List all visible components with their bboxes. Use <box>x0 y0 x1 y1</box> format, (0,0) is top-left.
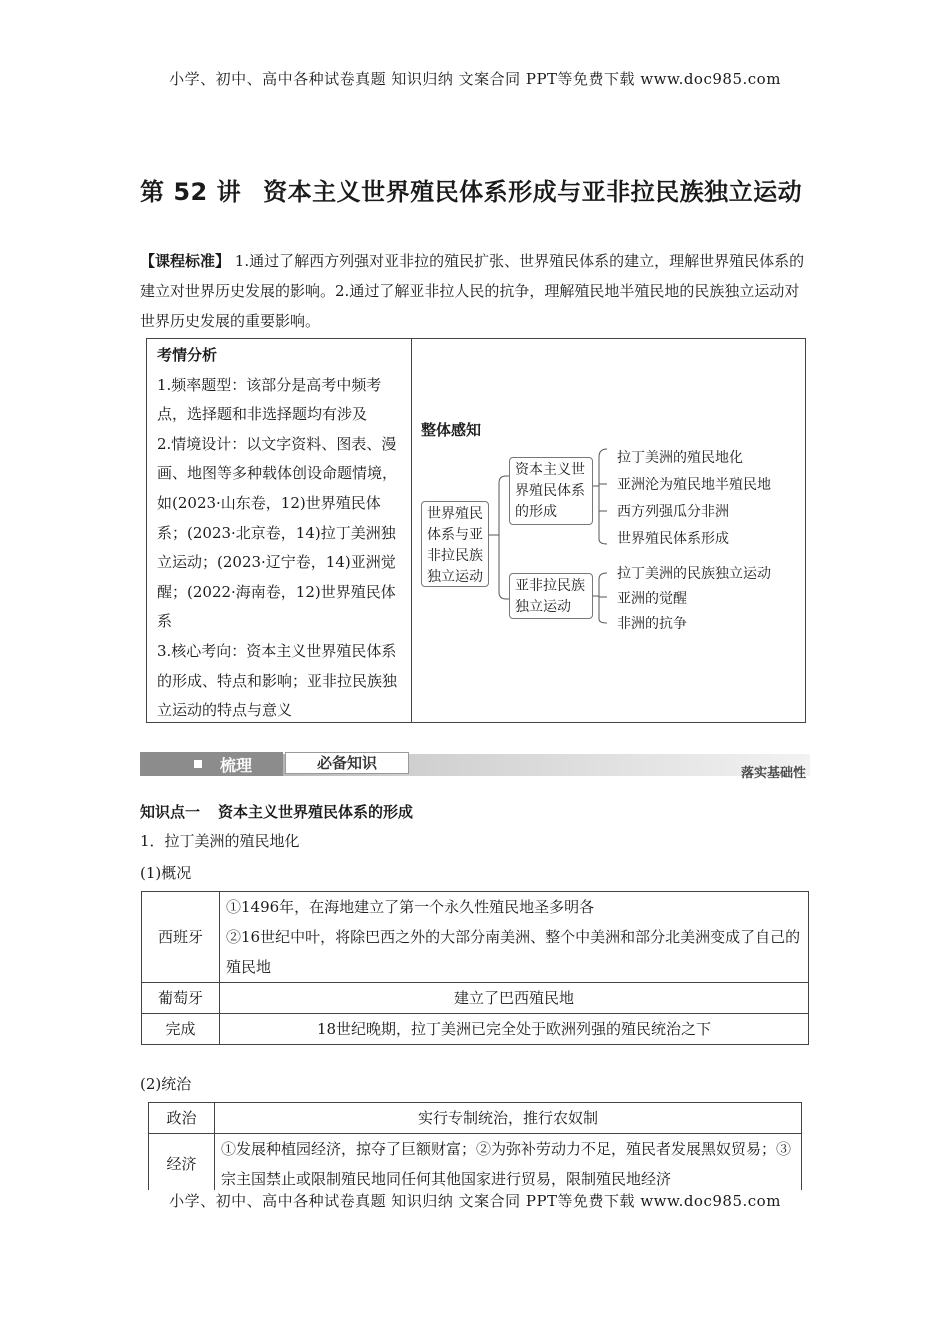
table-row <box>142 892 809 983</box>
lecture-title-text: 资本主义世界殖民体系形成与亚非拉民族独立运动 <box>263 178 803 206</box>
table-row <box>149 1103 802 1134</box>
section-bar <box>140 750 810 780</box>
lecture-title <box>140 172 802 207</box>
mindmap-branch-independence: 亚非拉民族独立运动 <box>509 573 593 619</box>
exam-analysis-p3: 3.核心考向：资本主义世界殖民体系的形成、特点和影响；亚非拉民族独立运动的特点与意义 <box>157 641 398 720</box>
table-row <box>142 1014 809 1045</box>
table-cell-line: ①1496年，在海地建立了第一个永久性殖民地圣多明各 <box>226 898 595 916</box>
item-heading: 1．拉丁美洲的殖民地化 <box>140 832 300 850</box>
mindmap-leaf: 亚洲的觉醒 <box>617 591 687 607</box>
exam-analysis-p1: 1.频率题型：该部分是高考中频考点，选择题和非选择题均有涉及 <box>157 375 382 424</box>
mindmap-branch-colonial-system: 资本主义世界殖民体系的形成 <box>509 457 593 525</box>
mindmap-leaf: 非洲的抗争 <box>617 616 687 632</box>
perception-heading: 整体感知 <box>421 421 482 439</box>
table-cell-head: 西班牙 <box>142 892 220 983</box>
exam-analysis-p2: 2.情境设计：以文字资料、图表、漫画、地图等多种载体创设命题情境，如(2023·山东卷，12)世界殖民体系；(2023·北京卷，14)拉丁美洲独立运动；(2023·辽宁卷，14)亚洲觉醒；(2022·海南卷，12)世界殖民体系 <box>157 434 398 631</box>
section-bar-tag-bg <box>140 752 283 776</box>
table-cell: 实行专制统治，推行农奴制 <box>215 1103 802 1134</box>
knowledge-point-label: 知识点一 <box>140 803 201 821</box>
overview-box <box>146 338 806 723</box>
curriculum-standard-text: 1.通过了解西方列强对亚非拉的殖民扩张、世界殖民体系的建立，理解世界殖民体系的建立对世界历史发展的影响。2.通过了解亚非拉人民的抗争，理解殖民地半殖民地的民族独立运动对世界历史发展的重要影响。 <box>140 252 805 330</box>
table-cell <box>220 892 809 983</box>
table-row <box>149 1134 802 1195</box>
mindmap-leaf: 西方列强瓜分非洲 <box>617 504 729 520</box>
curriculum-standard-label: 【课程标准】 <box>140 252 231 270</box>
mindmap-leaf: 拉丁美洲的民族独立运动 <box>617 566 771 582</box>
table-cell-head: 政治 <box>149 1103 215 1134</box>
overview-table <box>141 891 809 1045</box>
table-cell-head: 经济 <box>149 1134 215 1195</box>
square-bullet-icon <box>194 760 202 768</box>
lecture-number: 第 52 讲 <box>140 178 242 206</box>
table-row <box>142 983 809 1014</box>
table-cell: ①发展种植园经济，掠夺了巨额财富；②为弥补劳动力不足，殖民者发展黑奴贸易；③宗主国禁止或限制殖民地同任何其他国家进行贸易，限制殖民地经济 <box>215 1134 802 1195</box>
table-cell-line: ②16世纪中叶，将除巴西之外的大部分南美洲、整个中美洲和部分北美洲变成了自己的殖民地 <box>226 928 801 976</box>
mindmap-leaf: 亚洲沦为殖民地半殖民地 <box>617 477 771 493</box>
table-cell-head: 葡萄牙 <box>142 983 220 1014</box>
exam-analysis-heading: 考情分析 <box>157 346 218 364</box>
knowledge-point-heading <box>140 801 413 822</box>
table-cell: 建立了巴西殖民地 <box>220 983 809 1014</box>
section-tag: 梳理 <box>220 756 253 775</box>
rule-table <box>148 1102 802 1195</box>
page-footer: 小学、初中、高中各种试卷真题 知识归纳 文案合同 PPT等免费下载 www.doc985.com <box>0 1190 950 1214</box>
page-header: 小学、初中、高中各种试卷真题 知识归纳 文案合同 PPT等免费下载 www.doc985.com <box>169 70 781 88</box>
knowledge-point-text: 资本主义世界殖民体系的形成 <box>218 803 414 821</box>
table-cell-head: 完成 <box>142 1014 220 1045</box>
mindmap-leaf: 世界殖民体系形成 <box>617 531 729 547</box>
overview-label: (1)概况 <box>140 864 192 882</box>
mindmap-root: 世界殖民体系与亚非拉民族独立运动 <box>421 501 489 587</box>
rule-label: (2)统治 <box>140 1075 192 1093</box>
section-right-label: 落实基础性 <box>740 766 806 781</box>
table-cell: 18世纪晚期，拉丁美洲已完全处于欧洲列强的殖民统治之下 <box>220 1014 809 1045</box>
mindmap-leaf: 拉丁美洲的殖民地化 <box>617 450 743 466</box>
curriculum-standard <box>140 246 810 336</box>
section-pill: 必备知识 <box>285 752 409 774</box>
